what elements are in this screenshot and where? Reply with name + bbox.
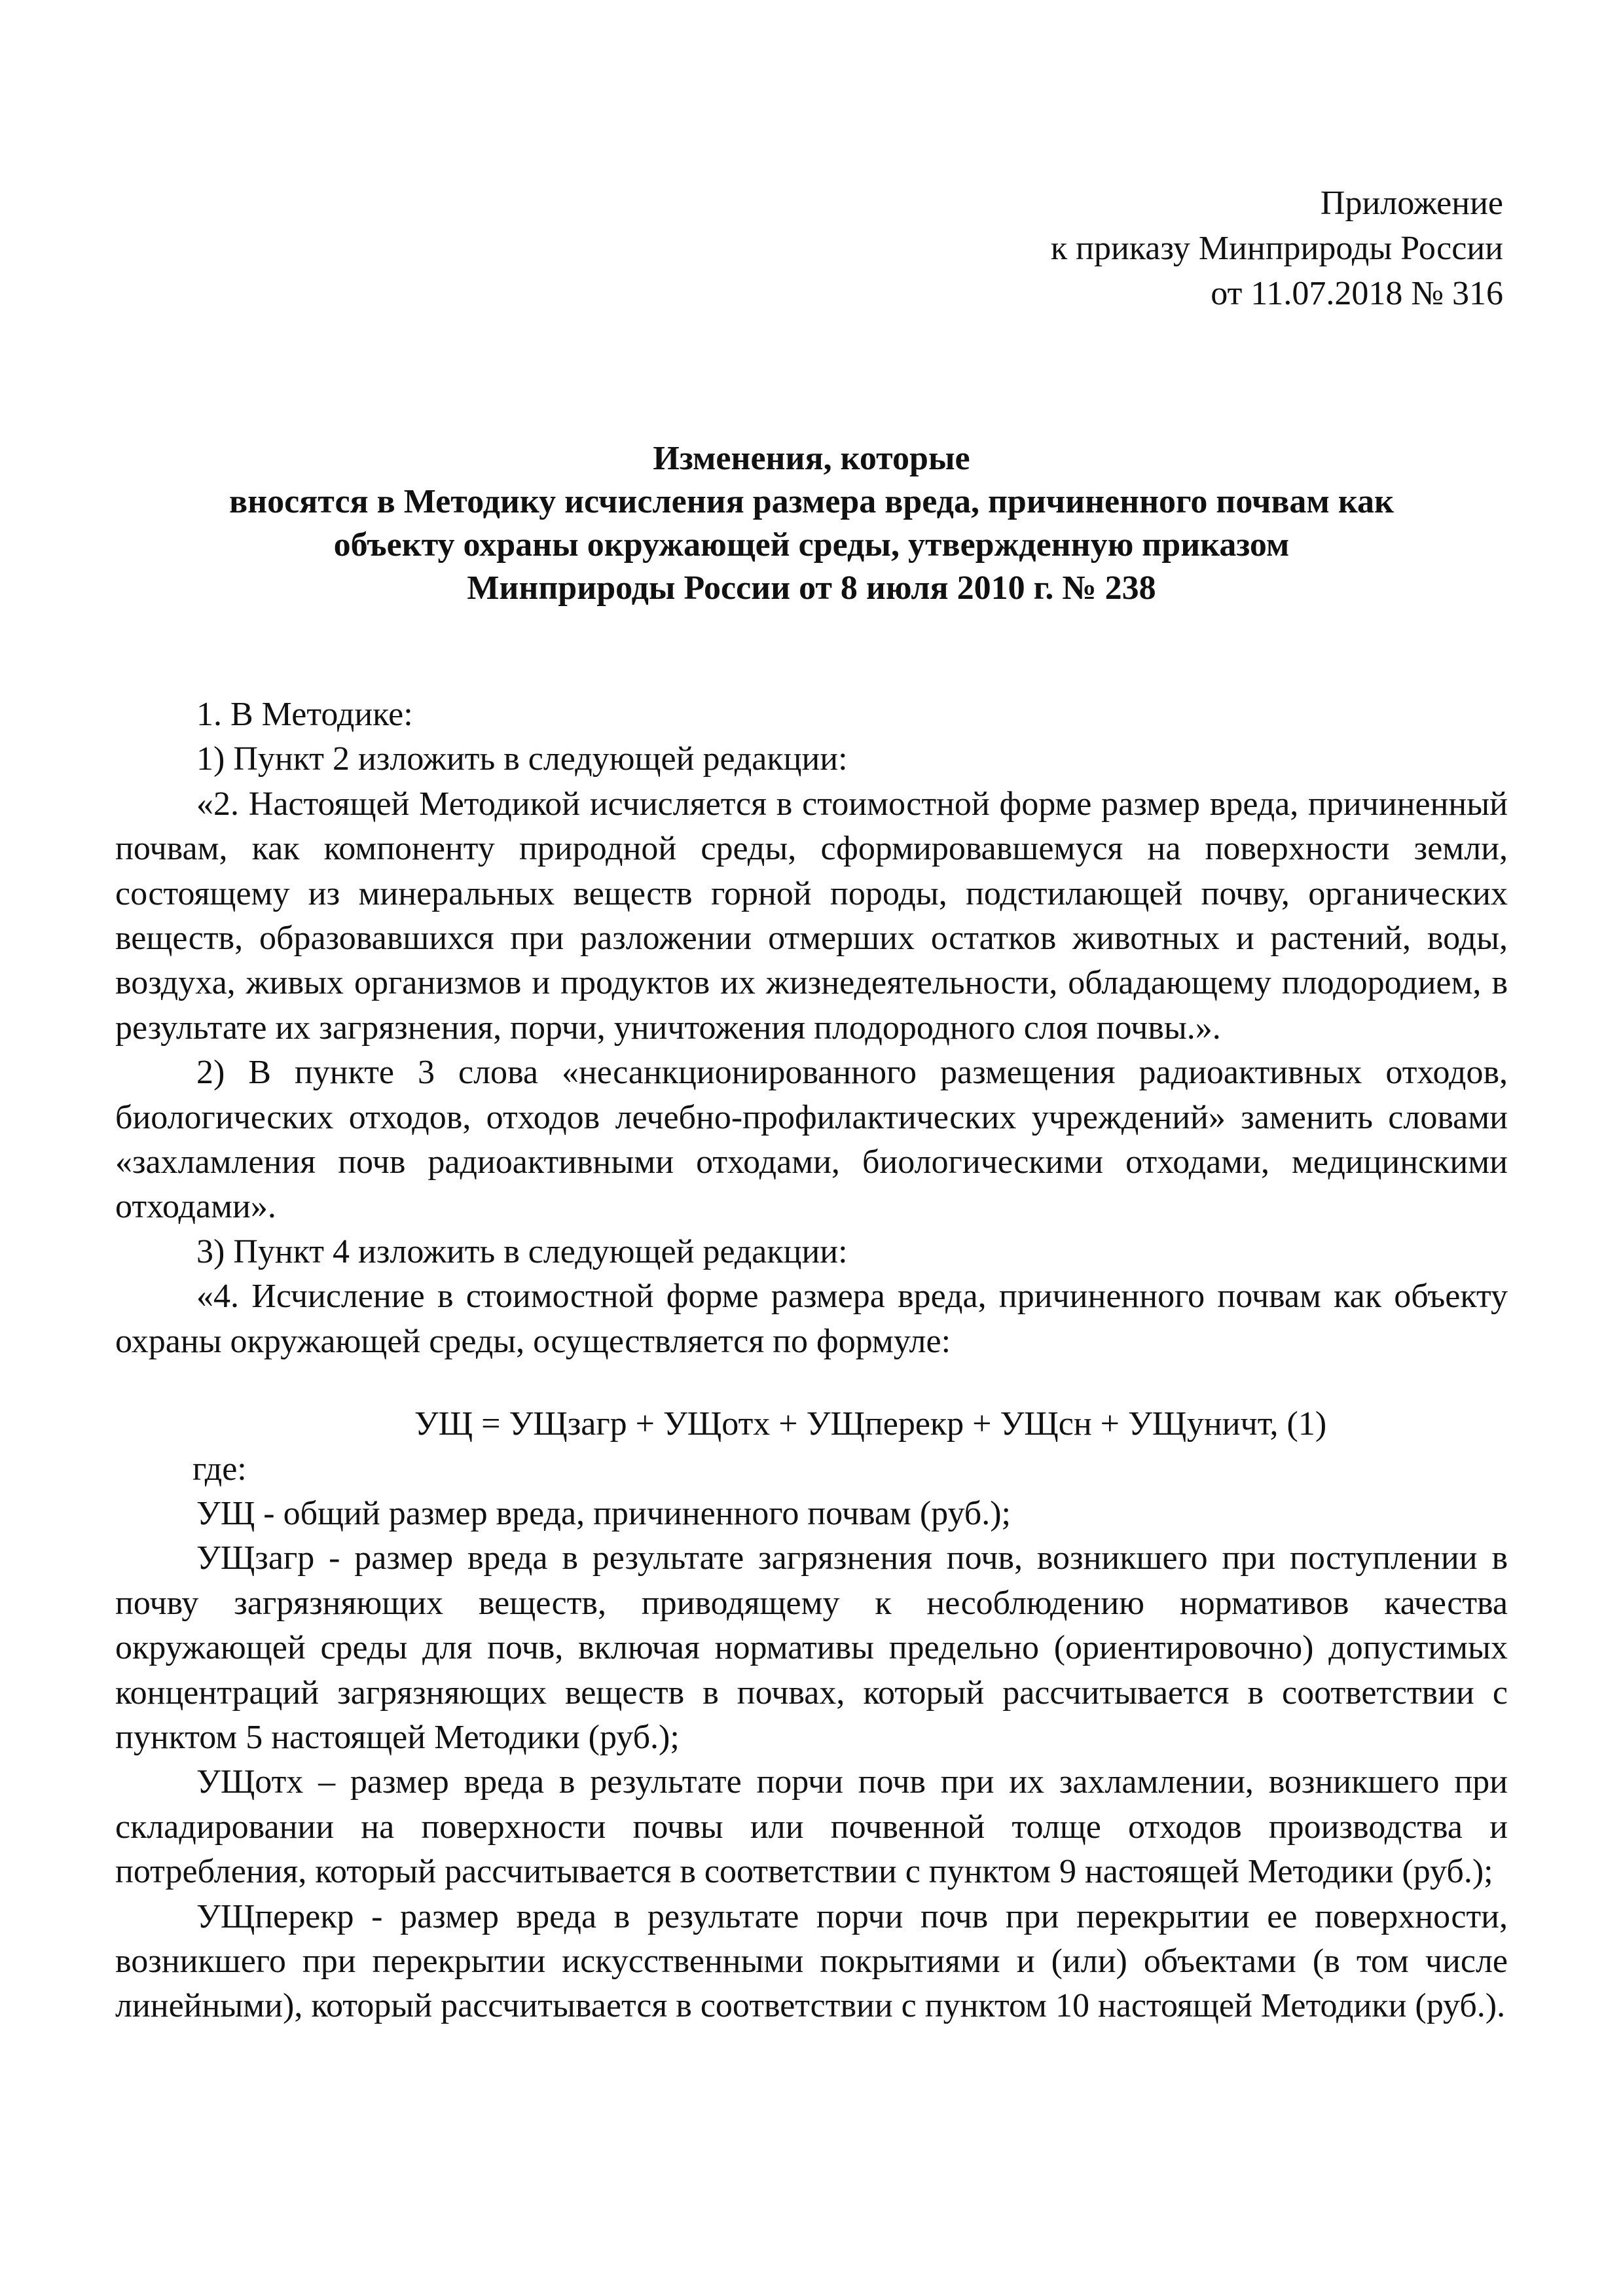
appendix-header [1051, 181, 1503, 316]
document-title [115, 437, 1508, 610]
formula-where: где: [192, 1450, 247, 1488]
paragraph-subitem-3: 3) Пункт 4 изложить в следующей редакции: [196, 1232, 848, 1270]
title-line-3: объекту охраны окружающей среды, утвержденную приказом [333, 526, 1290, 564]
definition-total-damage: УЩ - общий размер вреда, причиненного почвам (руб.); [196, 1494, 1011, 1532]
document-body [115, 692, 1508, 2029]
definition-waste-damage: УЩотх – размер вреда в результате порчи почв при их захламлении, возникшего при складировании на поверхности почвы или почвенной толще отходов производства и потребления, который рассчитывается в соответствии с пунктом 9 настоящей Методики (руб.); [115, 1763, 1508, 1891]
paragraph-subitem-2: 2) В пункте 3 слова «несанкционированного размещения радиоактивных отходов, биологических отходов, отходов лечебно-профилактических учреждений» заменить словами «захламления почв радиоактивными отходами, биологическими отходами, медицинскими отходами». [115, 1054, 1508, 1226]
paragraph-subitem-1: 1) Пункт 2 изложить в следующей редакции: [196, 740, 848, 778]
damage-formula: УЩ = УЩзагр + УЩотх + УЩперекр + УЩсн + УЩуничт, (1) [414, 1405, 1327, 1443]
title-line-4: Минприроды России от 8 июля 2010 г. № 238 [467, 569, 1156, 607]
appendix-label: Приложение [1320, 185, 1503, 222]
definition-pollution-damage: УЩзагр - размер вреда в результате загрязнения почв, возникшего при поступлении в почву загрязняющих веществ, приводящему к несоблюдению нормативов качества окружающей среды для почв, включая нормативы предельно (ориентировочно) допустимых концентраций загрязняющих веществ в почвах, который рассчитывается в соответствии с пунктом 5 настоящей Методики (руб.); [115, 1539, 1508, 1756]
title-line-1: Изменения, которые [653, 440, 970, 477]
paragraph-point-2-text: «2. Настоящей Методикой исчисляется в стоимостной форме размер вреда, причиненный почвам, как компоненту природной среды, сформировавшемуся на поверхности земли, состоящему из минеральных веществ горной породы, подстилающей почву, органических веществ, образовавшихся при разложении отмерших остатков животных и растений, воды, воздуха, живых организмов и продуктов их жизнедеятельности, обладающему плодородием, в результате их загрязнения, порчи, уничтожения плодородного слоя почвы.». [115, 785, 1508, 1047]
appendix-order-date: от 11.07.2018 № 316 [1211, 275, 1503, 312]
paragraph-point-4-text: «4. Исчисление в стоимостной форме размера вреда, причиненного почвам как объекту охраны окружающей среды, осуществляется по формуле: [115, 1278, 1508, 1360]
paragraph-item-1: 1. В Методике: [196, 696, 413, 733]
definition-covering-damage: УЩперекр - размер вреда в результате порчи почв при перекрытии ее поверхности, возникшего при перекрытии искусственными покрытиями и (или) объектами (в том числе линейными), который рассчитывается в соответствии с пунктом 10 настоящей Методики (руб.). [115, 1897, 1508, 2025]
title-line-2: вносятся в Методику исчисления размера вреда, причиненного почвам как [229, 483, 1394, 520]
appendix-order-ref: к приказу Минприроды России [1050, 230, 1503, 267]
